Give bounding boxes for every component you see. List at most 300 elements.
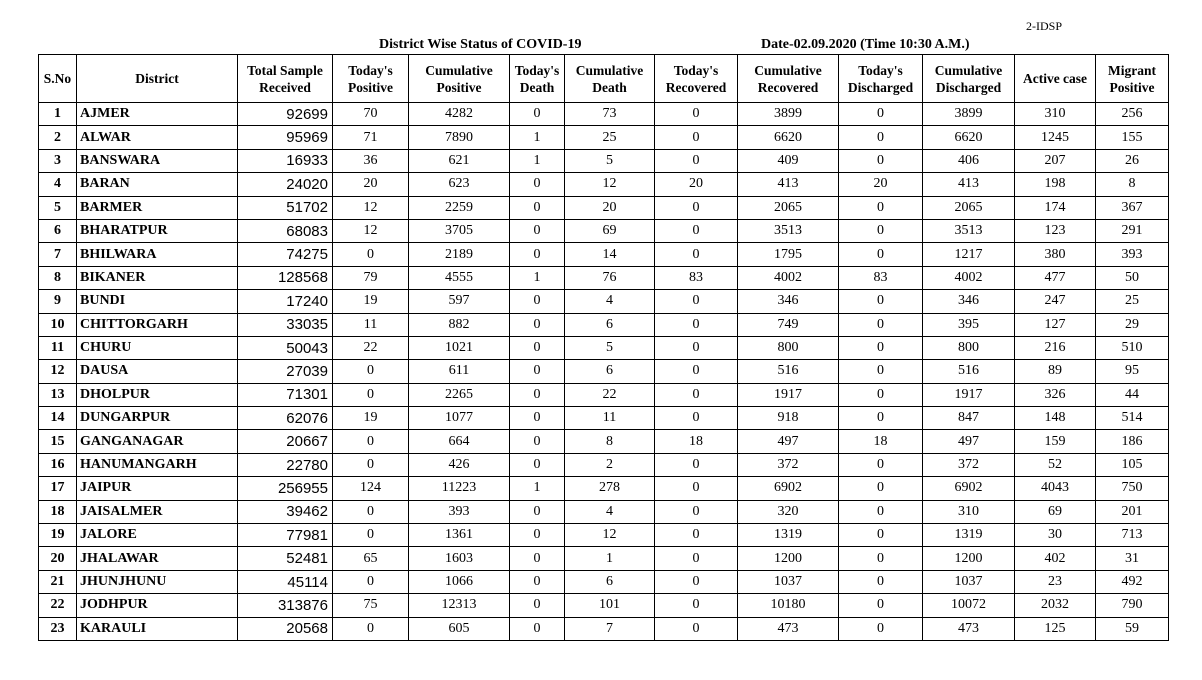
todays-discharged-cell: 0: [839, 524, 923, 547]
active-case-cell: 125: [1015, 617, 1096, 640]
district-name-cell: JALORE: [77, 524, 238, 547]
cumulative-discharged-cell: 372: [923, 453, 1015, 476]
serial-number-cell: 16: [39, 453, 77, 476]
cumulative-death-cell: 6: [565, 313, 655, 336]
total-sample-cell: 33035: [238, 313, 333, 336]
todays-discharged-cell: 0: [839, 243, 923, 266]
table-body: [39, 103, 1169, 641]
todays-death-cell: 0: [510, 617, 565, 640]
cumulative-positive-cell: 1021: [409, 336, 510, 359]
active-case-cell: 247: [1015, 290, 1096, 313]
cumulative-death-cell: 4: [565, 290, 655, 313]
serial-number-cell: 21: [39, 570, 77, 593]
cumulative-recovered-cell: 918: [738, 407, 839, 430]
cumulative-death-cell: 73: [565, 103, 655, 126]
cumulative-discharged-cell: 1319: [923, 524, 1015, 547]
table-row: [39, 149, 1169, 172]
todays-death-cell: 0: [510, 173, 565, 196]
todays-positive-cell: 0: [333, 453, 409, 476]
todays-recovered-cell: 0: [655, 243, 738, 266]
active-case-cell: 30: [1015, 524, 1096, 547]
cumulative-positive-cell: 7890: [409, 126, 510, 149]
cumulative-discharged-cell: 1037: [923, 570, 1015, 593]
cumulative-positive-cell: 3705: [409, 219, 510, 242]
todays-discharged-cell: 0: [839, 594, 923, 617]
migrant-positive-cell: 95: [1096, 360, 1169, 383]
active-case-cell: 159: [1015, 430, 1096, 453]
total-sample-cell: 20568: [238, 617, 333, 640]
todays-death-cell: 0: [510, 407, 565, 430]
total-sample-cell: 92699: [238, 103, 333, 126]
todays-recovered-cell: 18: [655, 430, 738, 453]
cumulative-recovered-cell: 473: [738, 617, 839, 640]
table-row: [39, 617, 1169, 640]
cumulative-death-cell: 22: [565, 383, 655, 406]
cumulative-discharged-cell: 6902: [923, 477, 1015, 500]
cumulative-recovered-cell: 1037: [738, 570, 839, 593]
cumulative-death-cell: 69: [565, 219, 655, 242]
cumulative-recovered-cell: 516: [738, 360, 839, 383]
column-header: S.No: [39, 55, 77, 103]
cumulative-recovered-cell: 6902: [738, 477, 839, 500]
todays-discharged-cell: 0: [839, 477, 923, 500]
table-row: [39, 196, 1169, 219]
district-name-cell: BANSWARA: [77, 149, 238, 172]
cumulative-positive-cell: 597: [409, 290, 510, 313]
migrant-positive-cell: 393: [1096, 243, 1169, 266]
column-header: Cumulative Recovered: [738, 55, 839, 103]
todays-positive-cell: 0: [333, 383, 409, 406]
total-sample-cell: 62076: [238, 407, 333, 430]
total-sample-cell: 20667: [238, 430, 333, 453]
table-row: [39, 219, 1169, 242]
todays-positive-cell: 12: [333, 219, 409, 242]
cumulative-discharged-cell: 473: [923, 617, 1015, 640]
todays-discharged-cell: 0: [839, 453, 923, 476]
active-case-cell: 207: [1015, 149, 1096, 172]
cumulative-positive-cell: 623: [409, 173, 510, 196]
cumulative-death-cell: 5: [565, 336, 655, 359]
cumulative-recovered-cell: 320: [738, 500, 839, 523]
todays-positive-cell: 0: [333, 360, 409, 383]
cumulative-discharged-cell: 1917: [923, 383, 1015, 406]
migrant-positive-cell: 201: [1096, 500, 1169, 523]
cumulative-death-cell: 25: [565, 126, 655, 149]
migrant-positive-cell: 31: [1096, 547, 1169, 570]
cumulative-death-cell: 6: [565, 570, 655, 593]
cumulative-discharged-cell: 800: [923, 336, 1015, 359]
cumulative-positive-cell: 393: [409, 500, 510, 523]
todays-discharged-cell: 0: [839, 196, 923, 219]
todays-positive-cell: 79: [333, 266, 409, 289]
cumulative-discharged-cell: 1217: [923, 243, 1015, 266]
district-name-cell: DUNGARPUR: [77, 407, 238, 430]
todays-discharged-cell: 0: [839, 219, 923, 242]
table-row: [39, 453, 1169, 476]
table-row: [39, 407, 1169, 430]
column-header: District: [77, 55, 238, 103]
district-name-cell: JODHPUR: [77, 594, 238, 617]
todays-death-cell: 1: [510, 266, 565, 289]
active-case-cell: 402: [1015, 547, 1096, 570]
active-case-cell: 52: [1015, 453, 1096, 476]
todays-death-cell: 0: [510, 219, 565, 242]
total-sample-cell: 68083: [238, 219, 333, 242]
todays-discharged-cell: 0: [839, 290, 923, 313]
district-name-cell: AJMER: [77, 103, 238, 126]
todays-recovered-cell: 0: [655, 336, 738, 359]
todays-discharged-cell: 0: [839, 360, 923, 383]
total-sample-cell: 77981: [238, 524, 333, 547]
cumulative-positive-cell: 12313: [409, 594, 510, 617]
todays-death-cell: 0: [510, 313, 565, 336]
cumulative-recovered-cell: 10180: [738, 594, 839, 617]
todays-discharged-cell: 0: [839, 336, 923, 359]
active-case-cell: 23: [1015, 570, 1096, 593]
document-code: 2-IDSP: [1026, 19, 1063, 33]
active-case-cell: 148: [1015, 407, 1096, 430]
migrant-positive-cell: 44: [1096, 383, 1169, 406]
cumulative-death-cell: 11: [565, 407, 655, 430]
cumulative-death-cell: 1: [565, 547, 655, 570]
cumulative-positive-cell: 1603: [409, 547, 510, 570]
cumulative-discharged-cell: 3513: [923, 219, 1015, 242]
table-row: [39, 477, 1169, 500]
todays-recovered-cell: 0: [655, 594, 738, 617]
serial-number-cell: 20: [39, 547, 77, 570]
table-row: [39, 524, 1169, 547]
serial-number-cell: 15: [39, 430, 77, 453]
todays-recovered-cell: 0: [655, 407, 738, 430]
todays-death-cell: 0: [510, 547, 565, 570]
todays-death-cell: 0: [510, 524, 565, 547]
cumulative-death-cell: 5: [565, 149, 655, 172]
table-row: [39, 290, 1169, 313]
migrant-positive-cell: 25: [1096, 290, 1169, 313]
cumulative-discharged-cell: 2065: [923, 196, 1015, 219]
table-row: [39, 126, 1169, 149]
todays-discharged-cell: 0: [839, 617, 923, 640]
total-sample-cell: 52481: [238, 547, 333, 570]
column-header: Today's Death: [510, 55, 565, 103]
cumulative-death-cell: 12: [565, 524, 655, 547]
cumulative-positive-cell: 605: [409, 617, 510, 640]
column-header: Today's Recovered: [655, 55, 738, 103]
active-case-cell: 216: [1015, 336, 1096, 359]
table-row: [39, 103, 1169, 126]
district-name-cell: GANGANAGAR: [77, 430, 238, 453]
active-case-cell: 310: [1015, 103, 1096, 126]
total-sample-cell: 24020: [238, 173, 333, 196]
migrant-positive-cell: 186: [1096, 430, 1169, 453]
todays-death-cell: 1: [510, 126, 565, 149]
todays-recovered-cell: 0: [655, 570, 738, 593]
migrant-positive-cell: 367: [1096, 196, 1169, 219]
cumulative-discharged-cell: 516: [923, 360, 1015, 383]
cumulative-positive-cell: 664: [409, 430, 510, 453]
cumulative-recovered-cell: 800: [738, 336, 839, 359]
cumulative-recovered-cell: 413: [738, 173, 839, 196]
todays-death-cell: 1: [510, 149, 565, 172]
migrant-positive-cell: 291: [1096, 219, 1169, 242]
serial-number-cell: 18: [39, 500, 77, 523]
migrant-positive-cell: 155: [1096, 126, 1169, 149]
todays-death-cell: 0: [510, 430, 565, 453]
migrant-positive-cell: 26: [1096, 149, 1169, 172]
district-name-cell: JAISALMER: [77, 500, 238, 523]
serial-number-cell: 2: [39, 126, 77, 149]
serial-number-cell: 3: [39, 149, 77, 172]
todays-positive-cell: 0: [333, 524, 409, 547]
cumulative-death-cell: 8: [565, 430, 655, 453]
todays-positive-cell: 65: [333, 547, 409, 570]
todays-positive-cell: 0: [333, 617, 409, 640]
cumulative-death-cell: 14: [565, 243, 655, 266]
district-name-cell: BIKANER: [77, 266, 238, 289]
serial-number-cell: 1: [39, 103, 77, 126]
cumulative-discharged-cell: 310: [923, 500, 1015, 523]
todays-positive-cell: 36: [333, 149, 409, 172]
todays-death-cell: 0: [510, 500, 565, 523]
total-sample-cell: 51702: [238, 196, 333, 219]
todays-death-cell: 0: [510, 243, 565, 266]
total-sample-cell: 17240: [238, 290, 333, 313]
todays-recovered-cell: 0: [655, 383, 738, 406]
serial-number-cell: 22: [39, 594, 77, 617]
todays-recovered-cell: 0: [655, 313, 738, 336]
district-name-cell: DHOLPUR: [77, 383, 238, 406]
migrant-positive-cell: 8: [1096, 173, 1169, 196]
active-case-cell: 4043: [1015, 477, 1096, 500]
column-header: Active case: [1015, 55, 1096, 103]
cumulative-recovered-cell: 497: [738, 430, 839, 453]
table-row: [39, 570, 1169, 593]
cumulative-death-cell: 278: [565, 477, 655, 500]
cumulative-death-cell: 101: [565, 594, 655, 617]
todays-discharged-cell: 0: [839, 126, 923, 149]
todays-death-cell: 0: [510, 103, 565, 126]
migrant-positive-cell: 510: [1096, 336, 1169, 359]
district-name-cell: BHILWARA: [77, 243, 238, 266]
active-case-cell: 69: [1015, 500, 1096, 523]
cumulative-discharged-cell: 6620: [923, 126, 1015, 149]
total-sample-cell: 71301: [238, 383, 333, 406]
todays-death-cell: 0: [510, 336, 565, 359]
todays-recovered-cell: 0: [655, 290, 738, 313]
table-row: [39, 430, 1169, 453]
table-header-row: [39, 55, 1169, 103]
district-name-cell: BHARATPUR: [77, 219, 238, 242]
district-name-cell: BARAN: [77, 173, 238, 196]
district-name-cell: BARMER: [77, 196, 238, 219]
todays-death-cell: 0: [510, 453, 565, 476]
serial-number-cell: 11: [39, 336, 77, 359]
column-header: Today's Positive: [333, 55, 409, 103]
todays-recovered-cell: 0: [655, 219, 738, 242]
serial-number-cell: 7: [39, 243, 77, 266]
serial-number-cell: 6: [39, 219, 77, 242]
table-row: [39, 360, 1169, 383]
cumulative-positive-cell: 1066: [409, 570, 510, 593]
cumulative-discharged-cell: 10072: [923, 594, 1015, 617]
district-name-cell: BUNDI: [77, 290, 238, 313]
cumulative-positive-cell: 11223: [409, 477, 510, 500]
todays-death-cell: 0: [510, 570, 565, 593]
migrant-positive-cell: 492: [1096, 570, 1169, 593]
migrant-positive-cell: 713: [1096, 524, 1169, 547]
total-sample-cell: 22780: [238, 453, 333, 476]
cumulative-discharged-cell: 4002: [923, 266, 1015, 289]
todays-positive-cell: 124: [333, 477, 409, 500]
serial-number-cell: 5: [39, 196, 77, 219]
serial-number-cell: 19: [39, 524, 77, 547]
todays-recovered-cell: 0: [655, 126, 738, 149]
active-case-cell: 174: [1015, 196, 1096, 219]
cumulative-discharged-cell: 406: [923, 149, 1015, 172]
active-case-cell: 127: [1015, 313, 1096, 336]
migrant-positive-cell: 50: [1096, 266, 1169, 289]
column-header: Today's Discharged: [839, 55, 923, 103]
todays-recovered-cell: 0: [655, 617, 738, 640]
total-sample-cell: 16933: [238, 149, 333, 172]
table-row: [39, 547, 1169, 570]
table-row: [39, 313, 1169, 336]
cumulative-recovered-cell: 3899: [738, 103, 839, 126]
district-name-cell: CHITTORGARH: [77, 313, 238, 336]
total-sample-cell: 27039: [238, 360, 333, 383]
total-sample-cell: 74275: [238, 243, 333, 266]
todays-positive-cell: 19: [333, 407, 409, 430]
document-title: District Wise Status of COVID-19: [379, 37, 582, 52]
cumulative-discharged-cell: 1200: [923, 547, 1015, 570]
cumulative-positive-cell: 621: [409, 149, 510, 172]
active-case-cell: 477: [1015, 266, 1096, 289]
cumulative-recovered-cell: 346: [738, 290, 839, 313]
todays-recovered-cell: 83: [655, 266, 738, 289]
todays-discharged-cell: 20: [839, 173, 923, 196]
cumulative-discharged-cell: 346: [923, 290, 1015, 313]
serial-number-cell: 9: [39, 290, 77, 313]
cumulative-death-cell: 76: [565, 266, 655, 289]
cumulative-positive-cell: 4282: [409, 103, 510, 126]
todays-positive-cell: 0: [333, 243, 409, 266]
todays-positive-cell: 19: [333, 290, 409, 313]
active-case-cell: 89: [1015, 360, 1096, 383]
todays-recovered-cell: 0: [655, 500, 738, 523]
district-name-cell: HANUMANGARH: [77, 453, 238, 476]
serial-number-cell: 23: [39, 617, 77, 640]
column-header: Cumulative Death: [565, 55, 655, 103]
todays-positive-cell: 0: [333, 430, 409, 453]
todays-positive-cell: 20: [333, 173, 409, 196]
report-date: Date-02.09.2020 (Time 10:30 A.M.): [761, 37, 970, 52]
table-row: [39, 173, 1169, 196]
cumulative-positive-cell: 2265: [409, 383, 510, 406]
cumulative-death-cell: 7: [565, 617, 655, 640]
column-header: Migrant Positive: [1096, 55, 1169, 103]
cumulative-discharged-cell: 413: [923, 173, 1015, 196]
total-sample-cell: 45114: [238, 570, 333, 593]
cumulative-death-cell: 6: [565, 360, 655, 383]
todays-recovered-cell: 0: [655, 453, 738, 476]
todays-death-cell: 0: [510, 383, 565, 406]
active-case-cell: 1245: [1015, 126, 1096, 149]
todays-discharged-cell: 0: [839, 570, 923, 593]
cumulative-recovered-cell: 409: [738, 149, 839, 172]
active-case-cell: 326: [1015, 383, 1096, 406]
todays-discharged-cell: 0: [839, 547, 923, 570]
todays-positive-cell: 22: [333, 336, 409, 359]
cumulative-positive-cell: 1077: [409, 407, 510, 430]
todays-positive-cell: 0: [333, 570, 409, 593]
cumulative-recovered-cell: 372: [738, 453, 839, 476]
migrant-positive-cell: 790: [1096, 594, 1169, 617]
district-name-cell: ALWAR: [77, 126, 238, 149]
active-case-cell: 198: [1015, 173, 1096, 196]
cumulative-positive-cell: 2189: [409, 243, 510, 266]
cumulative-discharged-cell: 847: [923, 407, 1015, 430]
todays-positive-cell: 71: [333, 126, 409, 149]
migrant-positive-cell: 105: [1096, 453, 1169, 476]
total-sample-cell: 39462: [238, 500, 333, 523]
todays-discharged-cell: 0: [839, 149, 923, 172]
cumulative-recovered-cell: 2065: [738, 196, 839, 219]
cumulative-discharged-cell: 497: [923, 430, 1015, 453]
serial-number-cell: 12: [39, 360, 77, 383]
active-case-cell: 380: [1015, 243, 1096, 266]
district-name-cell: KARAULI: [77, 617, 238, 640]
cumulative-discharged-cell: 395: [923, 313, 1015, 336]
total-sample-cell: 95969: [238, 126, 333, 149]
cumulative-recovered-cell: 1200: [738, 547, 839, 570]
cumulative-recovered-cell: 6620: [738, 126, 839, 149]
todays-discharged-cell: 18: [839, 430, 923, 453]
district-name-cell: JHALAWAR: [77, 547, 238, 570]
serial-number-cell: 13: [39, 383, 77, 406]
todays-discharged-cell: 0: [839, 383, 923, 406]
cumulative-recovered-cell: 4002: [738, 266, 839, 289]
cumulative-recovered-cell: 3513: [738, 219, 839, 242]
todays-discharged-cell: 0: [839, 313, 923, 336]
cumulative-recovered-cell: 749: [738, 313, 839, 336]
todays-death-cell: 0: [510, 196, 565, 219]
table-row: [39, 336, 1169, 359]
cumulative-death-cell: 4: [565, 500, 655, 523]
todays-recovered-cell: 0: [655, 149, 738, 172]
cumulative-positive-cell: 611: [409, 360, 510, 383]
cumulative-recovered-cell: 1795: [738, 243, 839, 266]
todays-recovered-cell: 0: [655, 103, 738, 126]
todays-recovered-cell: 0: [655, 524, 738, 547]
table-row: [39, 594, 1169, 617]
todays-death-cell: 0: [510, 360, 565, 383]
cumulative-positive-cell: 882: [409, 313, 510, 336]
todays-recovered-cell: 0: [655, 196, 738, 219]
serial-number-cell: 10: [39, 313, 77, 336]
todays-recovered-cell: 0: [655, 360, 738, 383]
todays-death-cell: 0: [510, 594, 565, 617]
cumulative-positive-cell: 4555: [409, 266, 510, 289]
serial-number-cell: 4: [39, 173, 77, 196]
table-row: [39, 383, 1169, 406]
todays-discharged-cell: 83: [839, 266, 923, 289]
migrant-positive-cell: 256: [1096, 103, 1169, 126]
table-row: [39, 243, 1169, 266]
todays-positive-cell: 75: [333, 594, 409, 617]
cumulative-positive-cell: 1361: [409, 524, 510, 547]
column-header: Total Sample Received: [238, 55, 333, 103]
total-sample-cell: 313876: [238, 594, 333, 617]
